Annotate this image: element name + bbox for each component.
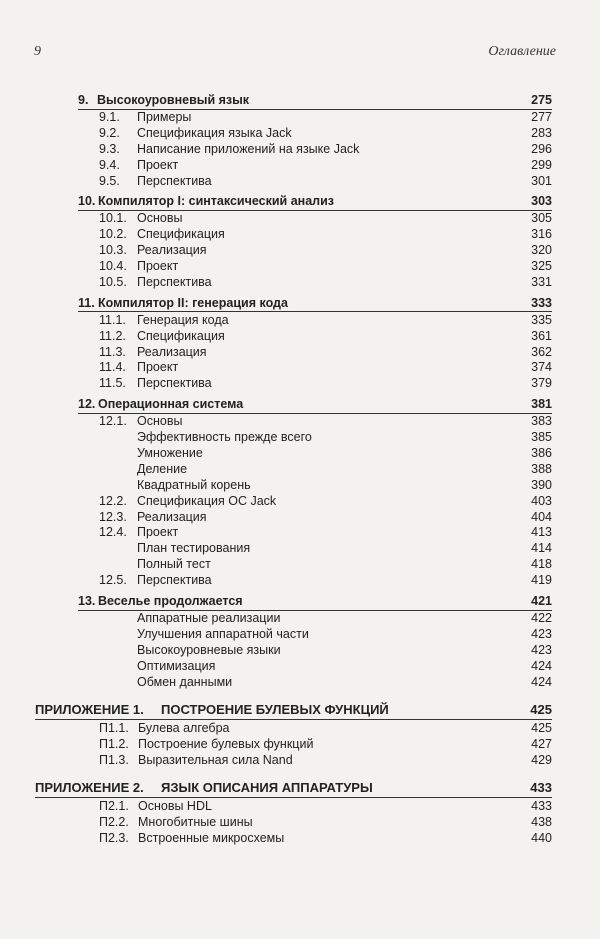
toc-entry	[0, 626, 600, 642]
section-title: Аппаратные реализации	[137, 610, 281, 625]
section-number: 9.5.	[99, 173, 120, 188]
section-page: 422	[531, 610, 552, 625]
toc-entry	[0, 461, 600, 477]
chapter-title: Высокоуровневый язык	[97, 93, 250, 107]
chapter-number: 11.	[78, 295, 95, 310]
appendix-entry	[0, 702, 600, 718]
chapter-page: 303	[531, 194, 552, 209]
section-title: Примеры	[137, 109, 192, 124]
section-title: Обмен данными	[137, 674, 233, 689]
section-page: 383	[531, 414, 552, 429]
section-page: 414	[531, 541, 552, 556]
toc-entry	[0, 344, 600, 360]
toc-entry	[0, 445, 600, 461]
section-page: 433	[531, 798, 552, 813]
chapter-page: 381	[531, 397, 552, 412]
section-title: Спецификация	[137, 227, 225, 242]
toc-entry	[0, 274, 600, 290]
toc-entry	[0, 173, 600, 189]
section-page: 386	[531, 445, 552, 460]
section-page: 374	[531, 360, 552, 375]
toc-entry	[0, 642, 600, 658]
section-number: 12.1.	[99, 414, 127, 429]
toc-entry	[0, 375, 600, 391]
section-number: 12.4.	[99, 525, 127, 540]
appendix-label: ПРИЛОЖЕНИЕ 1.	[35, 702, 144, 718]
appendix-title: ЯЗЫК ОПИСАНИЯ АППАРАТУРЫ	[161, 780, 373, 795]
section-title: Выразительная сила Nand	[138, 753, 293, 768]
section-title: Квадратный корень	[137, 477, 251, 492]
section-title: Булева алгебра	[138, 721, 230, 736]
chapter-page: 275	[531, 93, 552, 107]
section-number: 12.5.	[99, 573, 127, 588]
toc-entry	[0, 830, 600, 846]
chapter-entry	[0, 193, 600, 209]
chapter-title: Операционная система	[98, 397, 244, 412]
toc-entry	[0, 109, 600, 125]
chapter-page: 333	[531, 295, 552, 310]
toc-entry	[0, 125, 600, 141]
appendix-label: ПРИЛОЖЕНИЕ 2.	[35, 780, 144, 795]
toc-entry	[0, 359, 600, 375]
section-title: Перспектива	[137, 573, 212, 588]
section-number: П2.3.	[99, 830, 129, 845]
chapter-number: 12.	[78, 397, 96, 412]
section-title: Реализация	[137, 243, 207, 258]
toc-entry	[0, 556, 600, 572]
section-number: 12.2.	[99, 493, 127, 508]
section-page: 423	[531, 626, 552, 641]
chapter-title: Веселье продолжается	[98, 594, 243, 608]
section-title: План тестирования	[137, 541, 251, 556]
section-number: 10.4.	[99, 259, 127, 273]
section-page: 385	[531, 430, 552, 444]
section-title: Улучшения аппаратной части	[137, 626, 309, 641]
section-title: Проект	[137, 157, 179, 172]
toc-entry	[0, 798, 600, 814]
toc-entry	[0, 210, 600, 226]
section-page: 390	[531, 477, 552, 492]
section-number: 10.5.	[99, 274, 127, 289]
section-title: Проект	[137, 525, 179, 540]
section-page: 423	[531, 642, 552, 657]
section-number: 9.2.	[99, 125, 120, 140]
toc-entry	[0, 157, 600, 173]
section-page: 362	[531, 344, 552, 359]
chapter-number: 13.	[78, 594, 96, 608]
toc-entry	[0, 477, 600, 493]
section-title: Построение булевых функций	[138, 737, 314, 752]
chapter-entry	[0, 92, 600, 108]
section-title: Умножение	[137, 445, 203, 460]
section-page: 418	[531, 557, 552, 572]
chapter-entry	[0, 295, 600, 311]
section-page: 299	[531, 157, 552, 172]
appendix-page: 425	[530, 702, 552, 718]
toc-entry	[0, 413, 600, 429]
section-title: Реализация	[137, 344, 207, 359]
toc-entry	[0, 752, 600, 768]
toc-entry	[0, 312, 600, 328]
section-page: 440	[531, 830, 552, 845]
section-title: Генерация кода	[137, 312, 229, 327]
section-number: П1.3.	[99, 753, 129, 768]
section-page: 325	[531, 259, 552, 273]
section-page: 424	[531, 658, 552, 673]
section-title: Эффективность прежде всего	[137, 430, 312, 444]
section-number: 11.3.	[99, 344, 126, 359]
toc-entry	[0, 658, 600, 674]
section-title: Проект	[137, 360, 179, 375]
toc-entry	[0, 524, 600, 540]
section-page: 335	[531, 312, 552, 327]
section-number: 10.1.	[99, 211, 127, 226]
section-title: Встроенные микросхемы	[138, 830, 285, 845]
section-number: 11.5.	[99, 376, 126, 391]
toc-entry	[0, 509, 600, 525]
section-number: 11.4.	[99, 360, 126, 375]
chapter-entry	[0, 396, 600, 412]
running-head: Оглавление	[488, 44, 556, 59]
page-header	[34, 44, 556, 64]
section-number: 11.1.	[99, 312, 126, 327]
toc-entry	[0, 674, 600, 690]
section-page: 413	[531, 525, 552, 540]
section-title: Многобитные шины	[138, 814, 253, 829]
section-title: Спецификация ОС Jack	[137, 493, 277, 508]
section-number: 10.3.	[99, 243, 127, 258]
toc-entry	[0, 540, 600, 556]
section-number: 9.4.	[99, 157, 120, 172]
section-page: 419	[531, 573, 552, 588]
section-page: 379	[531, 376, 552, 391]
section-page: 424	[531, 674, 552, 689]
section-title: Написание приложений на языке Jack	[137, 141, 360, 156]
toc-entry	[0, 141, 600, 157]
toc-entry	[0, 429, 600, 445]
appendix-entry	[0, 780, 600, 796]
section-number: П1.2.	[99, 737, 129, 752]
toc-entry	[0, 242, 600, 258]
section-number: 9.3.	[99, 141, 120, 156]
section-page: 403	[531, 493, 552, 508]
toc-entry	[0, 328, 600, 344]
section-page: 301	[531, 173, 552, 188]
section-page: 427	[531, 737, 552, 752]
section-page: 305	[531, 211, 552, 226]
section-number: 9.1.	[99, 109, 120, 124]
section-title: Основы	[137, 211, 183, 226]
chapter-entry	[0, 593, 600, 609]
section-page: 361	[531, 328, 552, 343]
toc-entry	[0, 610, 600, 626]
toc-entry	[0, 226, 600, 242]
section-title: Деление	[137, 461, 188, 476]
toc-entry	[0, 736, 600, 752]
chapter-number: 10.	[78, 194, 96, 209]
appendix-page: 433	[530, 780, 552, 795]
section-number: 12.3.	[99, 509, 127, 524]
section-title: Оптимизация	[137, 658, 216, 673]
chapter-page: 421	[531, 594, 552, 608]
section-title: Проект	[137, 259, 179, 273]
section-title: Высокоуровневые языки	[137, 642, 281, 657]
section-page: 404	[531, 509, 552, 524]
section-title: Основы	[137, 414, 183, 429]
section-page: 283	[531, 125, 552, 140]
section-title: Спецификация языка Jack	[137, 125, 292, 140]
toc-entry	[0, 814, 600, 830]
page-number: 9	[34, 44, 41, 59]
section-title: Перспектива	[137, 173, 212, 188]
section-page: 316	[531, 227, 552, 242]
section-page: 331	[531, 274, 552, 289]
chapter-number: 9.	[78, 93, 89, 107]
section-title: Основы HDL	[138, 798, 212, 813]
chapter-title: Компилятор II: генерация кода	[98, 295, 288, 310]
toc-entry	[0, 720, 600, 736]
section-number: П2.1.	[99, 798, 129, 813]
section-title: Реализация	[137, 509, 207, 524]
section-page: 438	[531, 814, 552, 829]
section-number: П2.2.	[99, 814, 129, 829]
section-page: 388	[531, 461, 552, 476]
section-title: Перспектива	[137, 376, 212, 391]
section-number: 11.2.	[99, 328, 126, 343]
toc-entry	[0, 572, 600, 588]
appendix-title: ПОСТРОЕНИЕ БУЛЕВЫХ ФУНКЦИЙ	[161, 702, 389, 718]
section-page: 320	[531, 243, 552, 258]
section-page: 296	[531, 141, 552, 156]
chapter-title: Компилятор I: синтаксический анализ	[98, 194, 334, 209]
section-number: 10.2.	[99, 227, 127, 242]
section-number: П1.1.	[99, 721, 129, 736]
section-page: 277	[531, 109, 552, 124]
section-title: Спецификация	[137, 328, 225, 343]
section-title: Полный тест	[137, 557, 211, 572]
section-page: 425	[531, 721, 552, 736]
toc-entry	[0, 258, 600, 274]
section-page: 429	[531, 753, 552, 768]
section-title: Перспектива	[137, 274, 212, 289]
toc-entry	[0, 493, 600, 509]
